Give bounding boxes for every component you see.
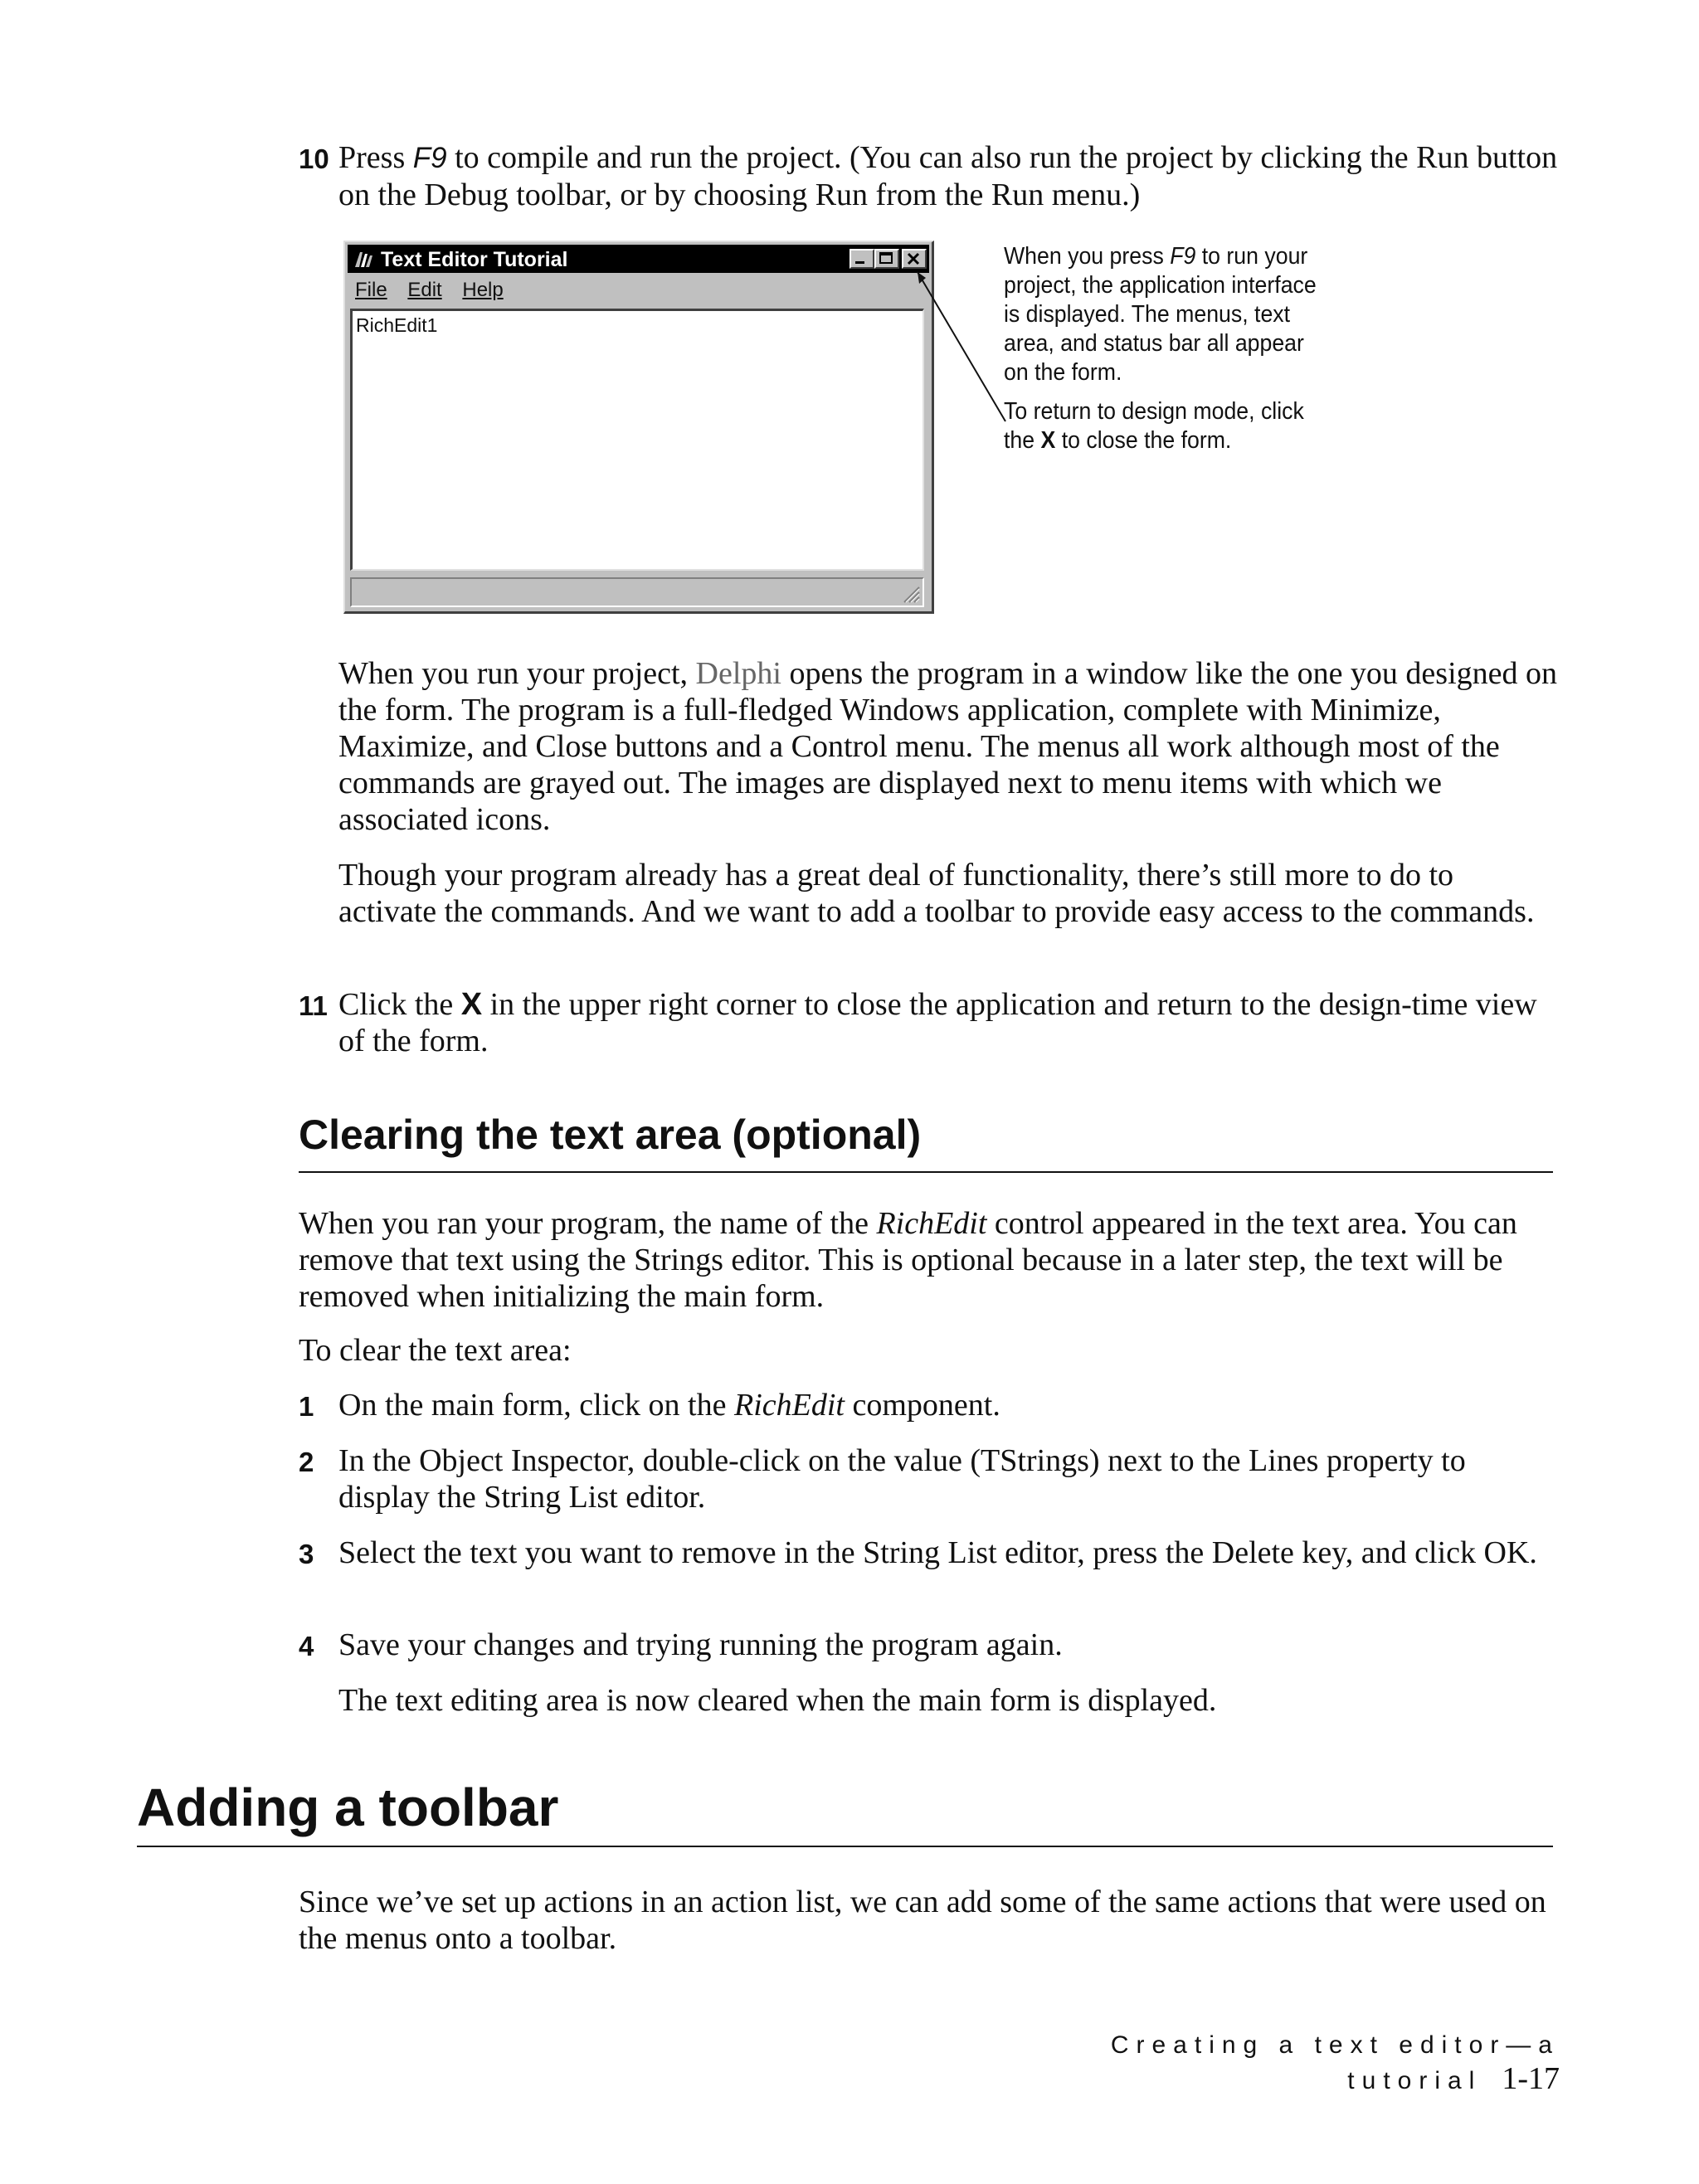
richedit-text-area[interactable] — [350, 309, 924, 571]
clearing-result: The text editing area is now cleared when the main form is displayed. — [338, 1683, 1217, 1718]
step-number: 2 — [299, 1447, 314, 1477]
x-label: X — [1040, 427, 1056, 454]
clear-step-4 — [299, 1627, 1560, 1663]
page-footer — [979, 2029, 1560, 2097]
page-number: 1-17 — [1502, 2061, 1560, 2096]
size-grip-icon[interactable] — [899, 582, 921, 604]
menu-edit[interactable]: Edit — [407, 279, 442, 301]
clear-step-3 — [299, 1535, 1560, 1571]
clearing-intro: When you ran your program, the name of the RichEdit control appeared in the text area. You can remove that text using the Strings editor. This is optional because in a later step, the text will be removed when initializing the main form. — [299, 1206, 1517, 1314]
delphi-link-text: Delphi — [695, 656, 781, 691]
step-11 — [299, 986, 1560, 1059]
step-10 — [299, 139, 1560, 213]
clear-step-1 — [299, 1387, 1560, 1423]
richedit-content: RichEdit1 — [356, 314, 438, 336]
run-paragraph-2: Though your program already has a great deal of functionality, there’s still more to do to activate the commands. And we want to add a toolbar to provide easy access to the commands. — [338, 858, 1535, 929]
step-text: In the Object Inspector, double-click on the value (TStrings) next to the Lines property to display the String List editor. — [338, 1443, 1466, 1515]
app-icon — [353, 249, 374, 269]
title-bar — [348, 245, 929, 273]
step-text: Press F9 to compile and run the project. (You can also run the project by clicking the Run button on the Debug toolbar, or by choosing Run from the Run menu.) — [338, 140, 1558, 212]
richedit-term: RichEdit — [734, 1388, 845, 1423]
footer-chapter-title: Creating a text editor—a tutorial — [1110, 2031, 1560, 2094]
window-title: Text Editor Tutorial — [381, 248, 568, 271]
run-paragraph-1: When you run your project, Delphi opens the program in a window like the one you designed on the form. The program is a full-fledged Windows application, complete with Minimize, Maximize, and Close buttons and a Control menu. The menus all work although most of the commands are grayed out. The images are displayed next to menu items with which we associated icons. — [338, 656, 1558, 837]
screenshot-callout — [1004, 242, 1324, 465]
x-label: X — [460, 987, 483, 1022]
step-text: On the main form, click on the RichEdit component. — [338, 1388, 1000, 1423]
clear-step-2 — [299, 1442, 1560, 1515]
minimize-icon — [851, 251, 873, 267]
step-number: 4 — [299, 1631, 314, 1661]
callout-paragraph-1: When you press F9 to run your project, the application interface is displayed. The menus, text area, and status bar all appear on the form. — [1004, 243, 1317, 386]
maximize-button[interactable] — [874, 249, 899, 269]
callout-paragraph-2: To return to design mode, click the X to close the form. — [1004, 398, 1304, 454]
step-number: 3 — [299, 1539, 314, 1569]
step-text: Select the text you want to remove in the String List editor, press the Delete key, and click OK. — [338, 1535, 1537, 1570]
step-number: 1 — [299, 1391, 314, 1422]
menu-help[interactable]: Help — [462, 279, 504, 301]
f9-key: F9 — [412, 142, 447, 174]
section-heading-clearing: Clearing the text area (optional) — [299, 1108, 1553, 1173]
step-text: Save your changes and trying running the program again. — [338, 1627, 1063, 1662]
step-text: Click the X in the upper right corner to close the application and return to the design-time view of the form. — [338, 987, 1537, 1058]
close-icon — [903, 251, 925, 267]
status-bar — [350, 577, 924, 607]
minimize-button[interactable] — [850, 249, 874, 269]
maximize-icon — [876, 251, 898, 267]
richedit-term: RichEdit — [876, 1206, 987, 1241]
toolbar-intro: Since we’ve set up actions in an action list, we can add some of the same actions that were used on the menus onto a toolbar. — [299, 1885, 1546, 1956]
f9-key: F9 — [1170, 243, 1196, 270]
section-heading-toolbar: Adding a toolbar — [137, 1776, 1553, 1847]
app-window-screenshot — [343, 241, 934, 614]
menu-bar — [355, 279, 518, 302]
clearing-lead: To clear the text area: — [299, 1333, 572, 1368]
step-number: 10 — [299, 143, 329, 174]
step-number: 11 — [299, 990, 328, 1021]
menu-file[interactable]: File — [355, 279, 387, 301]
